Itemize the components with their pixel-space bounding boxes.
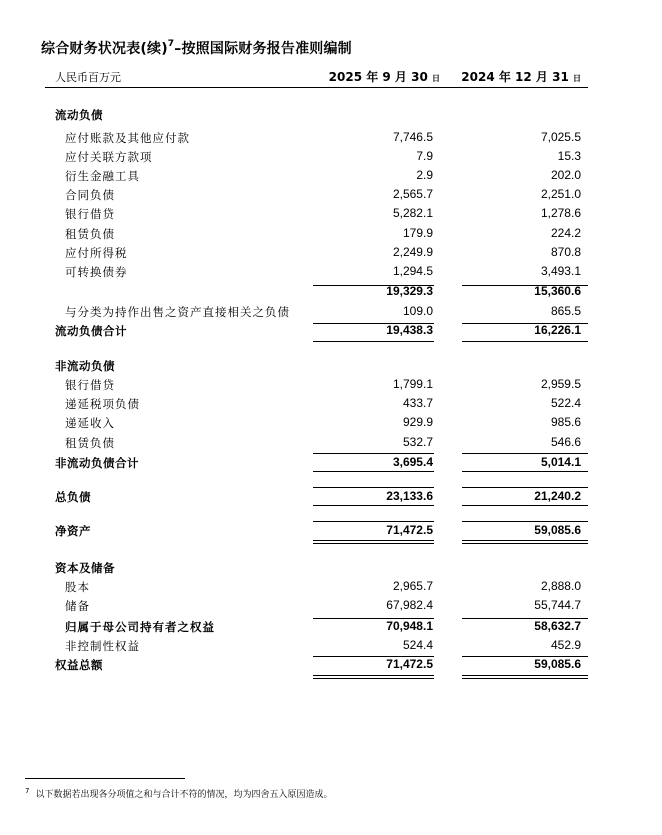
table-row (0, 304, 662, 321)
value-2024: 522.4 (550, 396, 581, 410)
value-2024: 16,226.1 (534, 323, 581, 337)
reserves-rule-col1 (313, 618, 434, 619)
value-2025: 71,472.5 (386, 657, 433, 671)
row-label: 流动负债 (55, 108, 103, 122)
value-2024: 15.3 (557, 149, 581, 163)
value-2025: 19,329.3 (386, 284, 433, 298)
row-label: 租赁负债 (65, 436, 115, 450)
table-row (0, 415, 662, 432)
row-label: 流动负债合计 (55, 324, 127, 338)
net-assets-rule-col1 (313, 521, 434, 522)
table-row (0, 226, 662, 243)
table-row (0, 598, 662, 615)
reserves-rule-col2 (462, 618, 588, 619)
value-2025: 433.7 (402, 396, 433, 410)
row-label: 合同负债 (65, 188, 115, 202)
value-2025: 2,965.7 (392, 579, 433, 593)
value-2024: 59,085.6 (534, 523, 581, 537)
table-row (0, 264, 662, 281)
value-2024: 546.6 (550, 435, 581, 449)
row-label: 资本及储备 (55, 561, 115, 575)
value-2025: 2.9 (416, 168, 433, 182)
value-2025: 929.9 (402, 415, 433, 429)
total-liab-underline-col1 (313, 505, 434, 506)
table-row (0, 130, 662, 147)
value-2024: 58,632.7 (534, 619, 581, 633)
net-assets-dbl1-col1 (313, 540, 434, 541)
value-2024: 1,278.6 (540, 206, 581, 220)
total-liab-underline-col2 (462, 505, 588, 506)
net-assets-dbl2-col1 (313, 543, 434, 544)
table-row (0, 149, 662, 166)
section-heading (0, 560, 662, 577)
section-heading (0, 107, 662, 124)
row-label: 非控制性权益 (65, 639, 140, 653)
value-2024: 870.8 (550, 245, 581, 259)
value-2024: 59,085.6 (534, 657, 581, 671)
total-rule-col2 (462, 323, 588, 324)
total-liab-rule-col2 (462, 487, 588, 488)
table-row (0, 396, 662, 413)
table-row (0, 168, 662, 185)
row-label: 股本 (65, 580, 90, 594)
value-2024: 2,888.0 (540, 579, 581, 593)
col1-day: 日 (432, 74, 440, 83)
table-row (0, 377, 662, 394)
value-2024: 15,360.6 (534, 284, 581, 298)
value-2025: 3,695.4 (392, 455, 433, 469)
equity-rule-col2 (462, 656, 588, 657)
value-2025: 70,948.1 (386, 619, 433, 633)
row-label: 非流动负债合计 (55, 456, 139, 470)
value-2025: 1,294.5 (392, 264, 433, 278)
value-2025: 5,282.1 (392, 206, 433, 220)
row-label: 可转换债券 (65, 265, 128, 279)
table-row (0, 245, 662, 262)
value-2025: 67,982.4 (386, 598, 433, 612)
value-2025: 524.4 (402, 638, 433, 652)
row-label: 归属于母公司持有者之权益 (65, 620, 215, 634)
column-header-2024 (431, 68, 581, 85)
value-2024: 5,014.1 (540, 455, 581, 469)
equity-dbl2-col2 (462, 678, 588, 679)
value-2024: 7,025.5 (540, 130, 581, 144)
col1-date: 2025 年 9 月 30 (328, 70, 428, 84)
page-title (41, 38, 352, 58)
value-2025: 71,472.5 (386, 523, 433, 537)
noncurrent-underline-col1 (313, 471, 434, 472)
value-2025: 1,799.1 (392, 377, 433, 391)
table-row (0, 638, 662, 655)
row-label: 递延税项负债 (65, 397, 140, 411)
title-footnote-marker: 7 (167, 39, 175, 50)
table-row (0, 579, 662, 596)
row-label: 与分类为持作出售之资产直接相关之负债 (65, 305, 290, 319)
value-2025: 7.9 (416, 149, 433, 163)
subtotal-rule-col1 (313, 285, 434, 286)
row-label: 应付关联方款项 (65, 150, 153, 164)
table-row (0, 619, 662, 636)
row-label: 衍生金融工具 (65, 169, 140, 183)
row-label: 权益总额 (55, 658, 103, 672)
value-2025: 7,746.5 (392, 130, 433, 144)
table-row (0, 489, 662, 506)
value-2024: 202.0 (550, 168, 581, 182)
value-2024: 3,493.1 (540, 264, 581, 278)
value-2024: 2,959.5 (540, 377, 581, 391)
table-row (0, 187, 662, 204)
table-row (0, 206, 662, 223)
value-2025: 179.9 (402, 226, 433, 240)
subtotal-rule-col2 (462, 285, 588, 286)
row-label: 应付账款及其他应付款 (65, 131, 190, 145)
row-label: 银行借贷 (65, 207, 115, 221)
value-2024: 985.6 (550, 415, 581, 429)
row-label: 应付所得税 (65, 246, 128, 260)
row-label: 递延收入 (65, 416, 115, 430)
footnote-marker: 7 (25, 787, 30, 795)
table-row (0, 284, 662, 301)
table-row (0, 523, 662, 540)
value-2025: 23,133.6 (386, 489, 433, 503)
net-assets-dbl2-col2 (462, 543, 588, 544)
col2-day: 日 (573, 74, 581, 83)
value-2024: 452.9 (550, 638, 581, 652)
noncurrent-rule-col2 (462, 453, 588, 454)
current-liab-underline-col2 (462, 341, 588, 342)
value-2025: 2,565.7 (392, 187, 433, 201)
value-2025: 2,249.9 (392, 245, 433, 259)
equity-dbl1-col2 (462, 675, 588, 676)
row-label: 租赁负债 (65, 227, 115, 241)
value-2024: 55,744.7 (534, 598, 581, 612)
value-2025: 19,438.3 (386, 323, 433, 337)
table-row (0, 323, 662, 340)
equity-rule-col1 (313, 656, 434, 657)
value-2024: 21,240.2 (534, 489, 581, 503)
row-label: 净资产 (55, 524, 91, 538)
currency-unit: 人民币百万元 (55, 71, 121, 84)
value-2025: 532.7 (402, 435, 433, 449)
equity-dbl1-col1 (313, 675, 434, 676)
column-header-2025 (290, 68, 440, 85)
value-2024: 865.5 (550, 304, 581, 318)
total-rule-col1 (313, 323, 434, 324)
table-row (0, 657, 662, 674)
footnote (25, 787, 332, 800)
noncurrent-rule-col1 (313, 453, 434, 454)
header-rule (45, 87, 588, 88)
row-label: 非流动负债 (55, 359, 115, 373)
net-assets-dbl1-col2 (462, 540, 588, 541)
title-suffix: –按照国际财务报告准则编制 (174, 41, 352, 57)
value-2024: 224.2 (550, 226, 581, 240)
total-liab-rule-col1 (313, 487, 434, 488)
equity-dbl2-col1 (313, 678, 434, 679)
current-liab-underline-col1 (313, 341, 434, 342)
row-label: 银行借贷 (65, 378, 115, 392)
title-text: 综合财务状况表(续) (41, 41, 168, 57)
noncurrent-underline-col2 (462, 471, 588, 472)
footnote-text: 以下数据若出现各分项值之和与合计不符的情况，均为四舍五入原因造成。 (35, 790, 333, 800)
col2-date: 2024 年 12 月 31 (461, 70, 569, 84)
table-row (0, 435, 662, 452)
value-2025: 109.0 (402, 304, 433, 318)
net-assets-rule-col2 (462, 521, 588, 522)
value-2024: 2,251.0 (540, 187, 581, 201)
table-row (0, 455, 662, 472)
section-heading (0, 358, 662, 375)
row-label: 储备 (65, 599, 90, 613)
footnote-rule (25, 778, 185, 779)
row-label: 总负债 (55, 490, 91, 504)
